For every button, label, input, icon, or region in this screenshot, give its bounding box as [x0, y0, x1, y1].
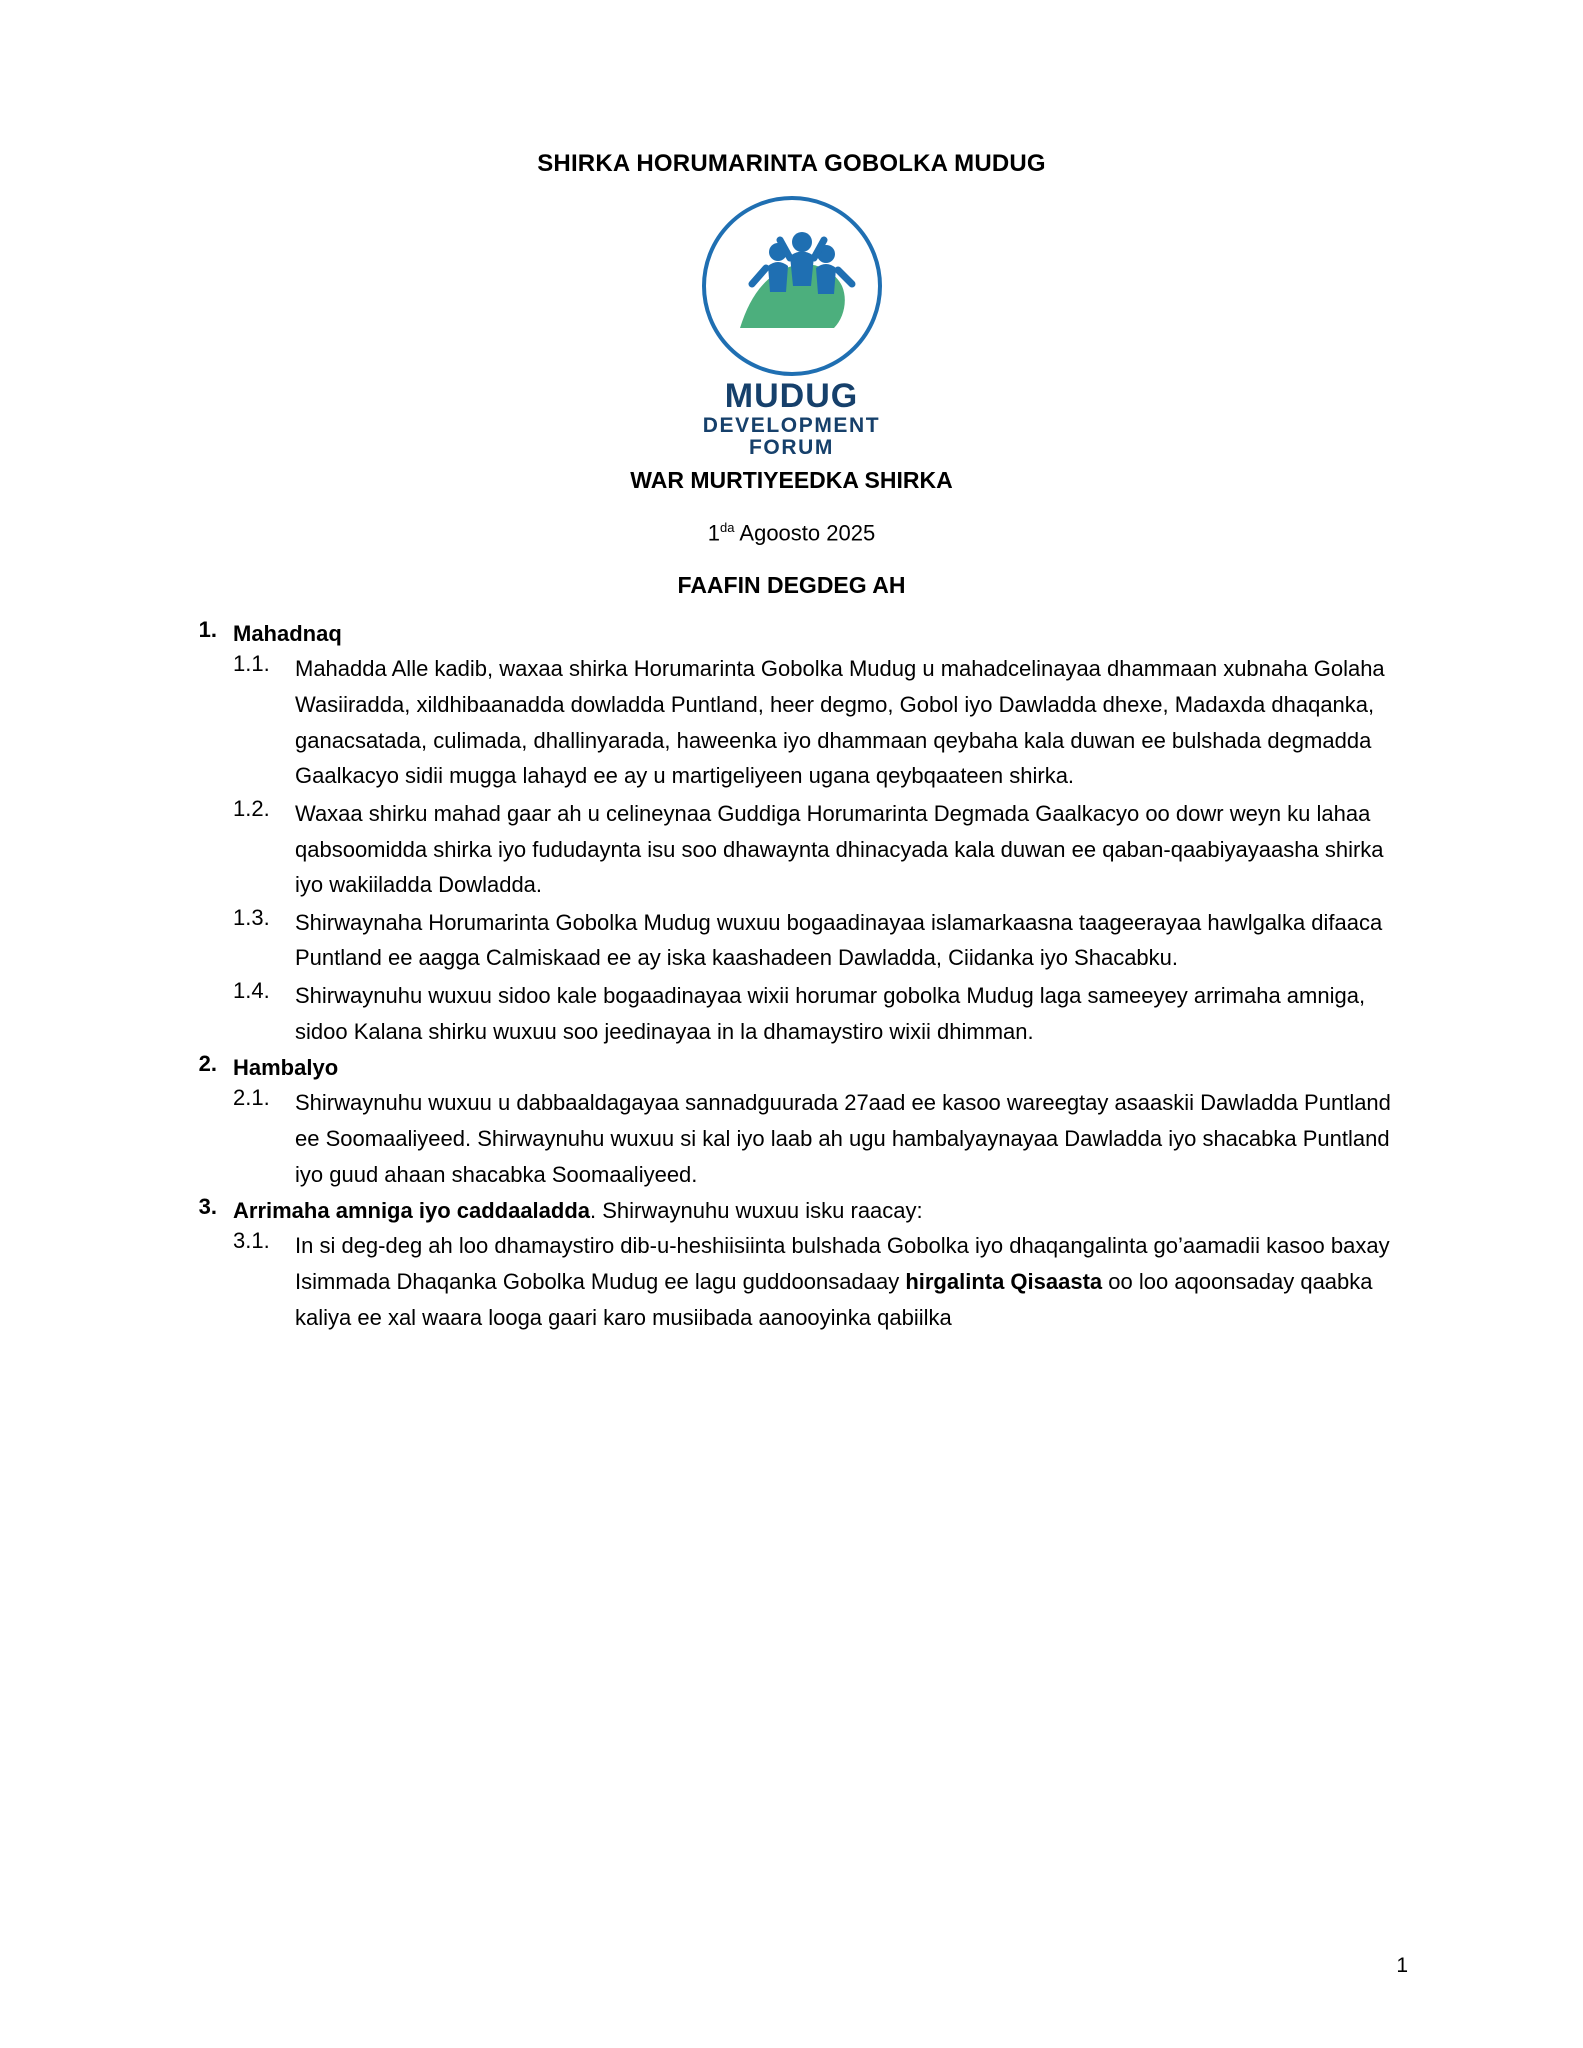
logo-circle-icon [702, 196, 882, 376]
urgent-label: FAAFIN DEGDEG AH [677, 572, 906, 599]
plain-text: oo loo aqoonsaday qaabka kaliya ee xal waara looga gaari karo musiibada aanooyinka qabiilka [295, 1268, 1373, 1330]
subsection-text: Shirwaynuhu wuxuu u dabbaaldagayaa sannadguurada 27aad ee kasoo wareegtay asaaskii Dawladda Puntland ee Soomaaliyeed. Shirwaynuhu wuxuu si kal iyo laab ah ugu hambalyaynayaa Dawladda iyo shacabka Puntland iyo guud ahaan shacabka Soomaaliyeed. [295, 1090, 1391, 1187]
subsection-list [233, 1228, 1408, 1335]
page-number: 1 [1396, 1954, 1408, 1977]
section-3 [175, 1194, 1408, 1335]
subsection-number: 1.1. [233, 651, 270, 677]
subsection-number: 1.3. [233, 904, 270, 930]
logo-line-3: FORUM [749, 436, 834, 460]
section-heading-text: Arrimaha amniga iyo caddaaladda [233, 1198, 591, 1224]
subsection-text: Mahadda Alle kadib, waxaa shirka Horumarinta Gobolka Mudug u mahadcelinayaa dhammaan xubnaha Golaha Wasiiradda, xildhibaanadda dowladda Puntland, heer degmo, Gobol iyo Dawladda dhexe, Madaxda dhaqanka, ganacsatada, culimada, dhallinyarada, haweenka iyo dhammaan qeybaha kala duwan ee bulshada degmadda Gaalkacyo sidii mugga lahayd ee ay u martigeliyeen ugana qeybqaateen shirka. [295, 656, 1385, 789]
list-item [233, 1228, 1408, 1335]
list-item [233, 651, 1408, 794]
list-item [233, 1085, 1408, 1192]
list-item [233, 796, 1408, 903]
subsection-number: 3.1. [233, 1228, 270, 1254]
date-suffix: da [720, 520, 735, 535]
logo-container [175, 196, 1408, 460]
section-number: 3. [198, 1194, 217, 1220]
section-1 [175, 617, 1408, 1049]
logo-wordmark [677, 378, 907, 460]
section-heading [233, 1194, 1408, 1228]
subsection-list [233, 1085, 1408, 1192]
section-heading-text: Mahadnaq [233, 621, 342, 647]
mudug-development-forum-logo [677, 196, 907, 460]
logo-line-1: MUDUG [724, 377, 859, 415]
date-number: 1 [707, 520, 721, 546]
subsection-number: 2.1. [233, 1085, 270, 1111]
section-heading-rest: . Shirwaynuhu wuxuu isku raacay: [590, 1198, 923, 1224]
subsection-text: Shirwaynuhu wuxuu sidoo kale bogaadinayaa wixii horumar gobolka Mudug laga sameeyey arrimaha amniga, sidoo Kalana shirku wuxuu soo jeedinayaa in la dhamaystiro wixii dhimman. [295, 983, 1366, 1044]
subsection-list [233, 651, 1408, 1049]
subsection-number: 1.4. [233, 978, 270, 1004]
logo-artwork-icon [706, 200, 878, 372]
subsection-number: 1.2. [233, 795, 270, 821]
document-date [175, 520, 1408, 546]
subsection-text [295, 1228, 1408, 1335]
list-item [233, 905, 1408, 976]
logo-line-2: DEVELOPMENT [702, 413, 881, 437]
subsection-text: Waxaa shirku mahad gaar ah u celineynaa Guddiga Horumarinta Degmada Gaalkacyo oo dowr weyn ku lahaa qabsoomidda shirka iyo fududaynta isu soo dhawaynta dhinacyada kala duwan ee qaban-qaabiyayaasha shirka iyo wakiiladda Dowladda. [295, 800, 1384, 898]
section-2 [175, 1051, 1408, 1192]
section-number: 1. [198, 617, 217, 643]
emphasis-text: hirgalinta Qisaasta [905, 1268, 1103, 1294]
list-item [233, 978, 1408, 1049]
section-heading [233, 1051, 1408, 1085]
section-number: 2. [198, 1051, 217, 1077]
document-subtitle: WAR MURTIYEEDKA SHIRKA [630, 467, 953, 493]
sections-list [175, 617, 1408, 1335]
plain-text: In si deg-deg ah loo dhamaystiro dib-u-heshiisiinta bulshada Gobolka iyo dhaqangalinta go’aamadii kasoo baxay Isimmada Dhaqanka Gobolka Mudug ee lagu guddoonsadaay [295, 1233, 1390, 1294]
section-heading [233, 617, 1408, 651]
page-title: SHIRKA HORUMARINTA GOBOLKA MUDUG [537, 150, 1046, 177]
section-heading-text: Hambalyo [233, 1055, 339, 1081]
date-rest: Agoosto 2025 [734, 520, 876, 546]
subsection-text: Shirwaynaha Horumarinta Gobolka Mudug wuxuu bogaadinayaa islamarkaasna taageerayaa hawlgalka difaaca Puntland ee aagga Calmiskaad ee ay iska kaashadeen Dawladda, Ciidanka iyo Shacabku. [295, 909, 1383, 971]
